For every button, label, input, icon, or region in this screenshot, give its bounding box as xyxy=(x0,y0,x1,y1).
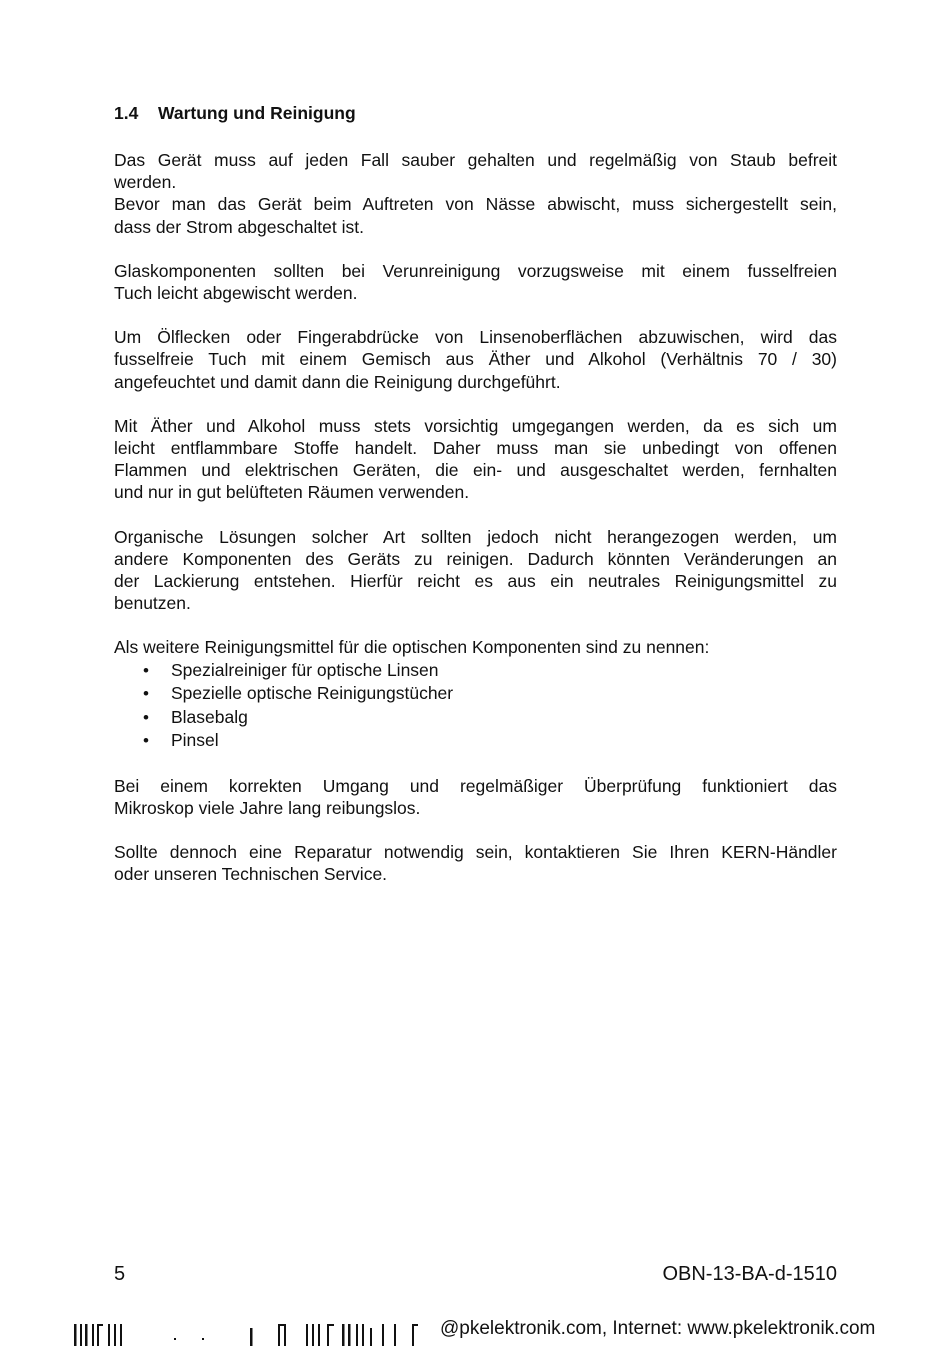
list-item xyxy=(114,659,837,683)
text-line: Um Ölflecken oder Fingerabdrücke von Linsenoberflächen abzuwischen, wird das xyxy=(114,327,837,348)
contact-text: @pkelektronik.com, Internet: www.pkelektronik.com xyxy=(440,1318,876,1339)
cleaning-agents-list xyxy=(114,659,837,753)
text-line: andere Komponenten des Geräts zu reinigen. Dadurch könnten Veränderungen an xyxy=(114,548,837,569)
paragraph-general-cleaning xyxy=(114,149,837,238)
text-line: Bevor man das Gerät beim Auftreten von Nässe abwischt, muss sichergestellt sein, xyxy=(114,194,837,215)
document-code: OBN-13-BA-d-1510 xyxy=(662,1263,837,1285)
text-line: benutzen. xyxy=(114,593,191,614)
list-item xyxy=(114,729,837,753)
text-line: und nur in gut belüfteten Räumen verwenden. xyxy=(114,482,470,503)
paragraph-glass-components xyxy=(114,260,837,304)
list-item-label: Spezielle optische Reinigungstücher xyxy=(171,683,454,704)
list-item-label: Spezialreiniger für optische Linsen xyxy=(171,659,439,680)
paragraph-organic-solvents xyxy=(114,526,837,615)
text-line: Sollte dennoch eine Reparatur notwendig sein, kontaktieren Sie Ihren KERN-Händler xyxy=(114,842,837,863)
text-line: Bei einem korrekten Umgang und regelmäßiger Überprüfung funktioniert das xyxy=(114,775,837,796)
barcode-marks-graphic xyxy=(72,1322,432,1346)
section-title: Wartung und Reinigung xyxy=(158,103,356,123)
text-line: fusselfreie Tuch mit einem Gemisch aus Äther und Alkohol (Verhältnis 70 / 30) xyxy=(114,349,837,370)
text-line: Mit Äther und Alkohol muss stets vorsichtig umgegangen werden, da es sich um xyxy=(114,415,837,436)
text-line: werden. xyxy=(114,172,177,193)
paragraph-ether-alcohol-warning xyxy=(114,415,837,504)
list-item xyxy=(114,682,837,706)
paragraph-oil-stains xyxy=(114,326,837,393)
bullet-icon: • xyxy=(143,684,149,704)
bullet-icon: • xyxy=(143,660,149,680)
bullet-icon: • xyxy=(143,707,149,727)
list-item xyxy=(114,706,837,730)
text-line: Tuch leicht abgewischt werden. xyxy=(114,283,358,304)
text-line: Das Gerät muss auf jeden Fall sauber gehalten und regelmäßig von Staub befreit xyxy=(114,150,837,170)
text-line: Mikroskop viele Jahre lang reibungslos. xyxy=(114,797,421,818)
bullet-icon: • xyxy=(143,731,149,751)
section-number: 1.4 xyxy=(114,103,139,123)
text-line: Flammen und elektrischen Geräten, die ein- und ausgeschaltet werden, fernhalten xyxy=(114,460,837,481)
text-line: oder unseren Technischen Service. xyxy=(114,864,388,885)
list-item-label: Pinsel xyxy=(171,730,219,751)
text-line: der Lackierung entstehen. Hierfür reicht es aus ein neutrales Reinigungsmittel zu xyxy=(114,571,837,592)
text-line: leicht entflammbare Stoffe handelt. Daher muss man sie unbedingt von offenen xyxy=(114,438,837,459)
page-content xyxy=(114,101,837,907)
text-line: dass der Strom abgeschaltet ist. xyxy=(114,216,364,237)
paragraph-maintenance-result xyxy=(114,775,837,819)
paragraph-service-contact xyxy=(114,841,837,885)
list-item-label: Blasebalg xyxy=(171,706,248,727)
section-heading xyxy=(114,101,837,125)
paragraph-cleaning-agents-intro xyxy=(114,636,837,658)
bottom-contact-strip xyxy=(0,1314,950,1344)
page-number: 5 xyxy=(114,1263,126,1285)
text-line: Organische Lösungen solcher Art sollten jedoch nicht herangezogen werden, um xyxy=(114,526,837,547)
text-line: Glaskomponenten sollten bei Verunreinigung vorzugsweise mit einem fusselfreien xyxy=(114,260,837,281)
text-line: angefeuchtet und damit dann die Reinigung durchgeführt. xyxy=(114,371,561,392)
text-line: Als weitere Reinigungsmittel für die optischen Komponenten sind zu nennen: xyxy=(114,637,710,658)
